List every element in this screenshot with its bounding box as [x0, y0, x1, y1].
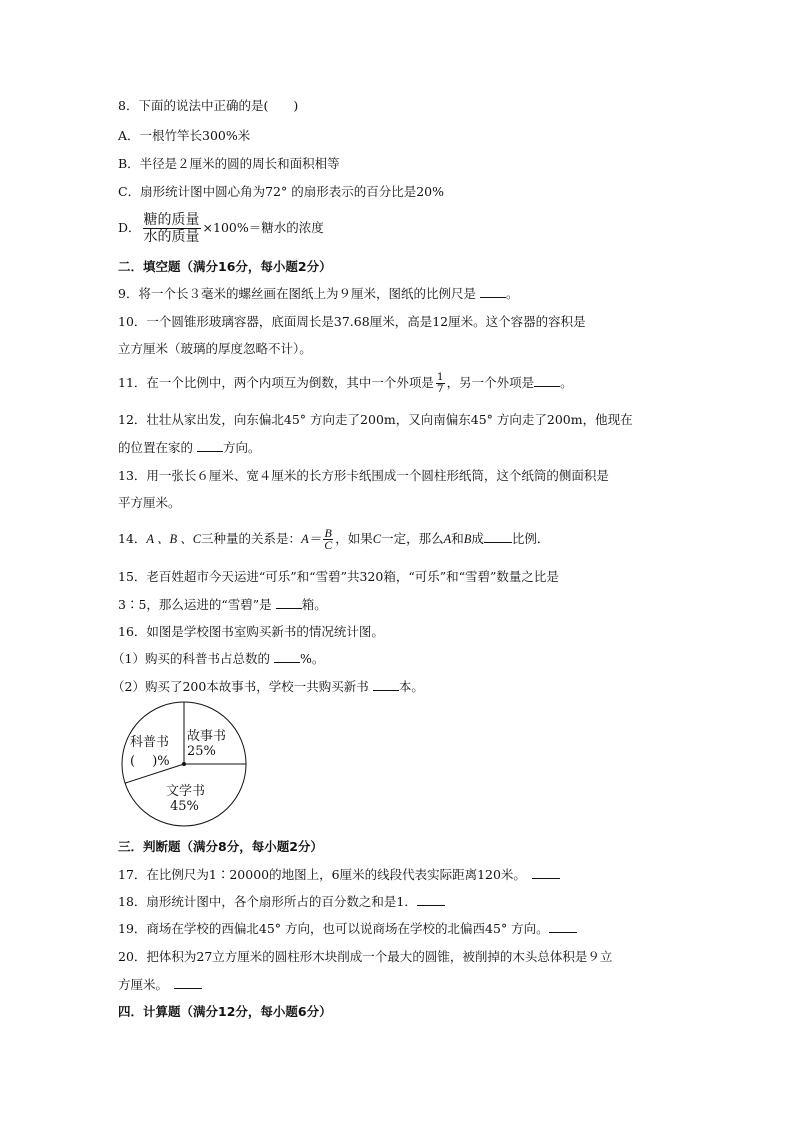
- question-17-text: 17．在比例尺为1∶20000的地图上，6厘米的线段代表实际距离120米。: [118, 867, 526, 882]
- question-16-sub-2-end: 本。: [398, 679, 424, 694]
- question-9: [118, 285, 518, 303]
- answer-blank[interactable]: [174, 976, 202, 989]
- question-15-line-2: [118, 596, 327, 614]
- question-13-line-1: 13．用一张长６厘米、宽４厘米的长方形卡纸围成一个圆柱形纸筒，这个纸筒的侧面积是: [118, 468, 609, 483]
- question-14-end: 比例．: [511, 531, 550, 546]
- section-2-heading: 二．填空题（满分16分，每小题2分）: [118, 259, 332, 274]
- fraction-numerator: B: [324, 526, 332, 540]
- slice-value-literature: 45%: [170, 799, 199, 814]
- section-3-heading: 三．判断题（满分8分，每小题2分）: [118, 839, 323, 854]
- question-16-sub-2: [112, 678, 424, 696]
- question-18: [118, 893, 445, 911]
- slice-label-story: 故事书: [187, 729, 227, 744]
- question-9-text: 9．将一个长３毫米的螺丝画在图纸上为９厘米，图纸的比例尺是: [118, 286, 476, 301]
- question-16-sub-1: [112, 650, 324, 668]
- question-12-end: 方向。: [223, 440, 261, 455]
- question-14-text: 一定，那么: [381, 531, 444, 546]
- answer-blank[interactable]: [274, 650, 300, 663]
- question-19-text: 19．商场在学校的西偏北45° 方向，也可以说商场在学校的北偏西45° 方向。: [118, 921, 549, 936]
- answer-blank[interactable]: [532, 866, 560, 879]
- option-d-prefix: D．: [118, 220, 141, 235]
- question-16-sub-1-text: （1）购买的科普书占总数的: [112, 651, 270, 666]
- variable-b: B: [463, 532, 472, 546]
- answer-blank[interactable]: [276, 596, 302, 609]
- answer-blank[interactable]: [373, 678, 399, 691]
- question-14-variables: A 、B 、C: [146, 532, 202, 546]
- section-4-heading: 四．计算题（满分12分，每小题6分）: [118, 1004, 332, 1019]
- question-15-end: 箱。: [301, 597, 327, 612]
- question-15-line-1: 15．老百姓超市今天运进“可乐”和“雪碧”共320箱，“可乐”和“雪碧”数量之比是: [118, 569, 559, 584]
- pie-center-dot: [182, 762, 186, 766]
- question-14-text: 三种量的关系是：: [201, 531, 302, 546]
- question-14-number: 14．: [118, 531, 147, 546]
- question-14-text: 成: [471, 531, 484, 546]
- answer-blank[interactable]: [417, 893, 445, 906]
- question-14-text: 和: [451, 531, 464, 546]
- question-14-text: ，如果: [335, 531, 373, 546]
- question-8-stem: 8．下面的说法中正确的是( ): [118, 98, 299, 113]
- question-19: [118, 920, 577, 938]
- question-17: [118, 866, 560, 884]
- slice-label-literature: 文学书: [166, 784, 206, 799]
- question-14: [118, 522, 549, 556]
- question-8-option-c: C．扇形统计图中圆心角为72° 的扇形表示的百分比是20%: [118, 184, 444, 199]
- slice-value-science: ( )%: [130, 754, 170, 769]
- variable-c: C: [372, 532, 382, 546]
- answer-blank[interactable]: [480, 285, 506, 298]
- question-11: [118, 367, 573, 399]
- b-over-c-fraction: [323, 528, 333, 551]
- question-11-text: 11．在一个比例中，两个内项互为倒数，其中一个外项是: [118, 375, 434, 390]
- question-9-end: 。: [505, 286, 519, 301]
- variable-a: A: [443, 532, 452, 546]
- question-10-line-1: 10．一个圆锥形玻璃容器，底面周长是37.68厘米，高是12厘米。这个容器的容积是: [118, 314, 586, 329]
- question-8-option-b: B．半径是２厘米的圆的周长和面积相等: [118, 156, 340, 171]
- fraction-denominator: 7: [436, 383, 444, 395]
- slice-value-story: 25%: [187, 744, 216, 759]
- question-16-sub-1-end: %。: [299, 651, 325, 666]
- question-8-option-a: A．一根竹竿长300%米: [118, 128, 251, 143]
- question-15-text: 3∶5，那么运进的“雪碧”是: [118, 597, 272, 612]
- question-13-line-2: 平方厘米。: [118, 495, 181, 510]
- sugar-water-fraction: [143, 212, 201, 245]
- question-20-line-1: 20．把体积为27立方厘米的圆柱形木块削成一个最大的圆锥，被削掉的木头总体积是９立: [118, 949, 613, 964]
- answer-blank[interactable]: [197, 439, 223, 452]
- question-16-sub-2-text: （2）购买了200本故事书，学校一共购买新书: [112, 679, 369, 694]
- fraction-numerator: 1: [436, 371, 444, 383]
- question-20-text: 方厘米。: [118, 977, 169, 992]
- fraction-denominator: 水的质量: [143, 229, 200, 245]
- question-11-mid: ，另一个外项是: [446, 375, 535, 390]
- question-12-line-1: 12．壮壮从家出发，向东偏北45° 方向走了200m，又向南偏东45° 方向走了200m，他现在: [118, 412, 633, 427]
- option-d-suffix: ×100%＝糖水的浓度: [202, 220, 324, 235]
- question-20-line-2: [118, 976, 202, 994]
- answer-blank[interactable]: [549, 920, 577, 933]
- question-12-line-2: [118, 439, 261, 457]
- answer-blank[interactable]: [534, 374, 560, 387]
- answer-blank[interactable]: [484, 530, 512, 543]
- book-purchase-pie-chart: [120, 700, 250, 830]
- question-10-line-2: 立方厘米（玻璃的厚度忽略不计）。: [118, 341, 312, 356]
- question-16-stem: 16．如图是学校图书室购买新书的情况统计图。: [118, 624, 384, 639]
- one-seventh-fraction: [436, 372, 445, 395]
- fraction-denominator: C: [324, 538, 333, 552]
- question-12-text: 的位置在家的: [118, 440, 194, 455]
- question-8-option-d: [118, 210, 324, 246]
- fraction-numerator: 糖的质量: [143, 212, 200, 228]
- question-11-end: 。: [560, 375, 573, 390]
- equation-lhs: A＝: [301, 532, 322, 546]
- slice-label-science: 科普书: [130, 735, 170, 750]
- question-18-text: 18．扇形统计图中，各个扇形所占的百分数之和是1．: [118, 894, 417, 909]
